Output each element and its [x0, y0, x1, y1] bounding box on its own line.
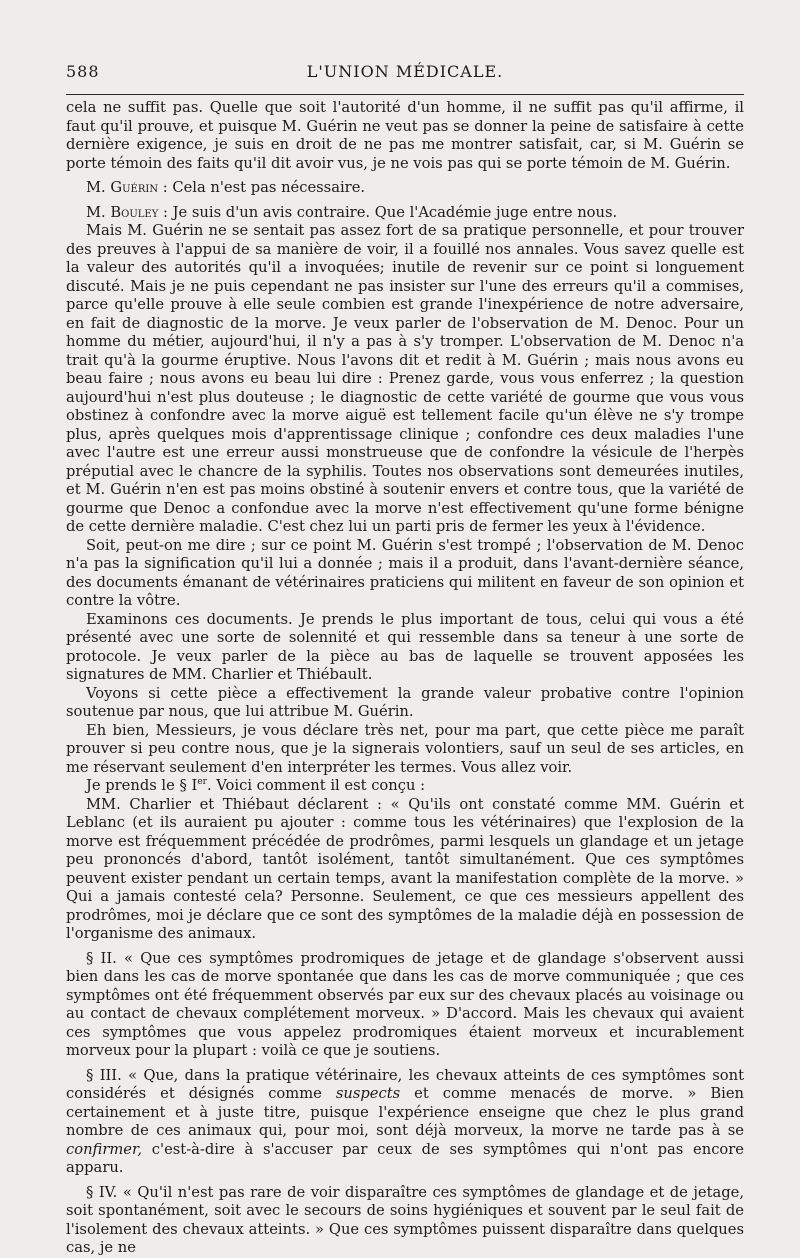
- paragraph: MM. Charlier et Thiébaut déclarent : « Qu'ils ont constaté comme MM. Guérin et Leblanc (et ils auraient pu ajouter : comme tous les vétérinaires) que l'explosion de la morve est fréquemment précédée de prodrômes, parmi lesquels un glandage et un jetage peu prononcés d'abord, tantôt isolément, tantôt simultanément. Que ces symptômes peuvent exister pendant un certain temps, avant la manifestation complète de la morve. » Qui a jamais contesté cela? Personne. Seulement, ce que ces messieurs appellent des prodrômes, moi je déclare que ce sont des symptômes de la maladie déjà en possession de l'organisme des animaux.: [66, 795, 744, 942]
- speech: Je suis d'un avis contraire. Que l'Académie juge entre nous.: [172, 203, 618, 221]
- italic-term: suspects: [335, 1085, 401, 1102]
- text-run: Je prends le § I: [86, 777, 198, 794]
- paragraph: Soit, peut-on me dire ; sur ce point M. Guérin s'est trompé ; l'observation de M. Denoc n'a pas la signification qu'il lui a donnée ; mais il a produit, dans l'avant-dernière séance, des documents émanant de vétérinaires praticiens qui militent en faveur de son opinion et contre la vôtre.: [66, 536, 744, 609]
- text-run: § III. « Que, dans la pratique vétérinaire, les chevaux atteints de ces symptômes sont considérés et désignés comme: [66, 1066, 744, 1102]
- paragraph: § II. « Que ces symptômes prodromiques de jetage et de glandage s'observent aussi bien dans les cas de morve spontanée que dans les cas de morve communiquée ; que ces symptômes ont été fréquemment observés par eux sur des chevaux placés au voisinage ou au contact de chevaux complétement morveux. » D'accord. Mais les chevaux qui avaient ces symptômes que vous appelez prodromiques étaient morveux et incurablement morveux pour la plupart : voilà ce que je soutiens.: [66, 949, 744, 1059]
- speaker-name: M. Bouley :: [86, 203, 168, 221]
- italic-term: confirmer,: [66, 1140, 143, 1158]
- paragraph: Examinons ces documents. Je prends le plus important de tous, celui qui vous a été présenté avec une sorte de solennité et qui ressemble dans sa teneur à une sorte de protocole. Je veux parler de la pièce au bas de laquelle se trouvent apposées les signatures de MM. Charlier et Thiébault.: [66, 610, 744, 683]
- superscript: er: [197, 777, 207, 788]
- paragraph: [66, 777, 744, 796]
- paragraph: [66, 204, 744, 223]
- paragraph: Eh bien, Messieurs, je vous déclare très net, pour ma part, que cette pièce me paraît prouver si peu contre nous, que je la signerais volontiers, sauf un seul de ses articles, en me réservant seulement d'en interpréter les termes. Vous allez voir.: [66, 721, 744, 776]
- header-rule: [66, 94, 744, 95]
- text-run: . Voici comment il est conçu :: [206, 777, 426, 794]
- paragraph: Voyons si cette pièce a effectivement la grande valeur probative contre l'opinion soutenue par nous, que lui attribue M. Guérin.: [66, 684, 744, 720]
- text-run: et comme menacés de morve. » Bien certainement et à juste titre, puisque l'expérience enseigne que chez le plus grand nombre de ces animaux qui, pour moi, sont déjà morveux, la morve ne tarde pas à se: [66, 1085, 744, 1139]
- paragraph: [66, 179, 744, 198]
- body-text: [66, 99, 744, 1258]
- paragraph: Mais M. Guérin ne se sentait pas assez fort de sa pratique personnelle, et pour trouver des preuves à l'appui de sa manière de voir, il a fouillé nos annales. Vous savez quelle est la valeur des autorités qu'il a invoquées; inutile de revenir sur ce point si longuement discuté. Mais je ne puis cependant ne pas insister sur l'une des erreurs qu'il a commises, parce qu'elle prouve à elle seule combien est grande l'inexpérience de notre adversaire, en fait de diagnostic de la morve. Je veux parler de l'observation de M. Denoc. Pour un homme du métier, aujourd'hui, il n'y a pas à s'y tromper. L'observation de M. Denoc n'a trait qu'à la gourme éruptive. Nous l'avons dit et redit à M. Guérin ; mais nous avons eu beau faire ; nous avons eu beau lui dire : Prenez garde, vous vous enferrez ; la question aujourd'hui n'est plus douteuse ; le diagnostic de cette variété de gourme que vous vous obstinez à confondre avec la morve aiguë est tellement facile qu'un élève ne s'y trompe plus, après quelques mois d'apprentissage clinique ; confondre ces deux maladies l'une avec l'autre est une erreur aussi monstrueuse que de confondre la vésicule de l'herpès préputial avec le chancre de la syphilis. Toutes nos observations sont demeurées inutiles, et M. Guérin n'en est pas moins obstiné à soutenir envers et contre tous, que la variété de gourme que Denoc a confondue avec la morve n'est effectivement qu'une forme bénigne de cette dernière maladie. C'est chez lui un parti pris de fermer les yeux à l'évidence.: [66, 222, 744, 535]
- paragraph: cela ne suffit pas. Quelle que soit l'autorité d'un homme, il ne suffit pas qu'il affirme, il faut qu'il prouve, et puisque M. Guérin ne veut pas se donner la peine de satisfaire à cette dernière exigence, je suis en droit de ne pas me montrer satisfait, car, si M. Guérin se porte témoin des faits qu'il dit avoir vus, je ne vois pas qui se porte témoin de M. Guérin.: [66, 99, 744, 172]
- paragraph: [66, 1067, 744, 1178]
- speaker-name: M. Guérin :: [86, 179, 168, 196]
- page-header: [66, 58, 744, 84]
- speech: Cela n'est pas nécessaire.: [172, 179, 366, 196]
- paragraph: § IV. « Qu'il n'est pas rare de voir disparaître ces symptômes de glandage et de jetage, soit spontanément, soit avec le secours de soins hygiéniques et souvent par le seul fait de l'isolement des chevaux atteints. » Que ces symptômes puissent disparaître dans quelques cas, je ne: [66, 1183, 744, 1256]
- running-title: L'UNION MÉDICALE.: [306, 62, 504, 81]
- page-number: 588: [66, 62, 100, 81]
- text-run: c'est-à-dire à s'accuser par ceux de ses symptômes qui n'ont pas encore apparu.: [66, 1140, 744, 1176]
